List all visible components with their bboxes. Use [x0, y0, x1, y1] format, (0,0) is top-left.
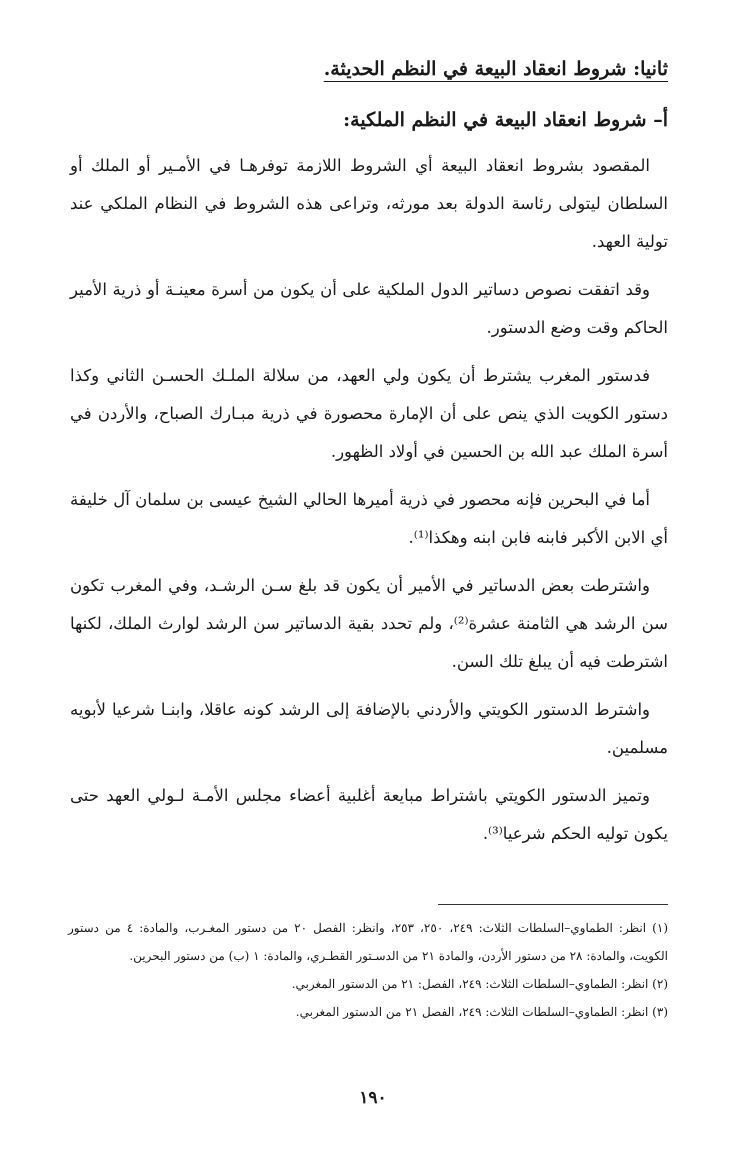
footnote-divider — [438, 904, 668, 905]
footnote: (٢) انظر: الطماوي–السلطات الثلاث: ٢٤٩، الفصل: ٢١ من الدستور المغربي. — [291, 977, 668, 991]
page-number: ١٩٠ — [359, 1088, 387, 1108]
paragraph: فدستور المغرب يشترط أن يكون ولي العهد، من سلالة الملـك الحسـن الثاني وكذا دستور الكويت الذي ينص على أن الإمارة محصورة في ذرية مبـارك الصباح، والأردن في أسرة الملك عبد الله بن الحسين في أولاد الظهور. — [70, 366, 668, 461]
paragraph: أما في البحرين فإنه محصور في ذرية أميرها الحالي الشيخ عيسى بن سلمان آل خليفة أي الابن الأكبر فابنه فابن ابنه وهكذا⁽¹⁾. — [70, 490, 668, 547]
section-title: ثانيا: شروط انعقاد البيعة في النظم الحديثة. — [323, 58, 668, 80]
paragraph: المقصود بشروط انعقاد البيعة أي الشروط اللازمة توفرهـا في الأمـير أو الملك أو السلطان ليتولى رئاسة الدولة بعد مورثه، وتراعى هذه الشروط في النظام الملكي عند تولية العهد. — [70, 156, 668, 251]
paragraph: وتميز الدستور الكويتي باشتراط مبايعة أغلبية أعضاء مجلس الأمـة لـولي العهد حتى يكون توليه الحكم شرعيا⁽³⁾. — [70, 786, 668, 843]
footnote: (١) انظر: الطماوي–السلطات الثلاث: ٢٤٩، ٢٥٠، ٢٥٣، وانظر: الفصل ٢٠ من دستور المغـرب، والمادة: ٤ من دستور الكويت، والمادة: ٢٨ من دستور الأردن، والمادة ٢١ من الدسـتور القطـري، والمادة: ١ (ب) من دستور البحرين. — [68, 921, 668, 963]
footnote: (٣) انظر: الطماوي–السلطات الثلاث: ٢٤٩، الفصل ٢١ من الدستور المغربي. — [295, 1005, 668, 1019]
footnotes — [68, 914, 668, 1026]
paragraph: واشترط الدستور الكويتي والأردني بالإضافة إلى الرشد كونه عاقلا، وابنـا شرعيا لأبويه مسلمين. — [70, 700, 668, 757]
paragraph: واشترطت بعض الدساتير في الأمير أن يكون قد بلغ سـن الرشـد، وفي المغرب تكون سن الرشد هي الثامنة عشرة⁽²⁾، ولم تحدد بقية الدساتير سن الرشد لوارث الملك، لكنها اشترطت فيه أن يبلغ تلك السن. — [70, 576, 668, 671]
body-text — [70, 147, 668, 863]
subsection-title: أ– شروط انعقاد البيعة في النظم الملكية: — [343, 109, 668, 131]
paragraph: وقد اتفقت نصوص دساتير الدول الملكية على أن يكون من أسرة معينـة أو ذرية الأمير الحاكم وقت وضع الدستور. — [70, 280, 668, 337]
